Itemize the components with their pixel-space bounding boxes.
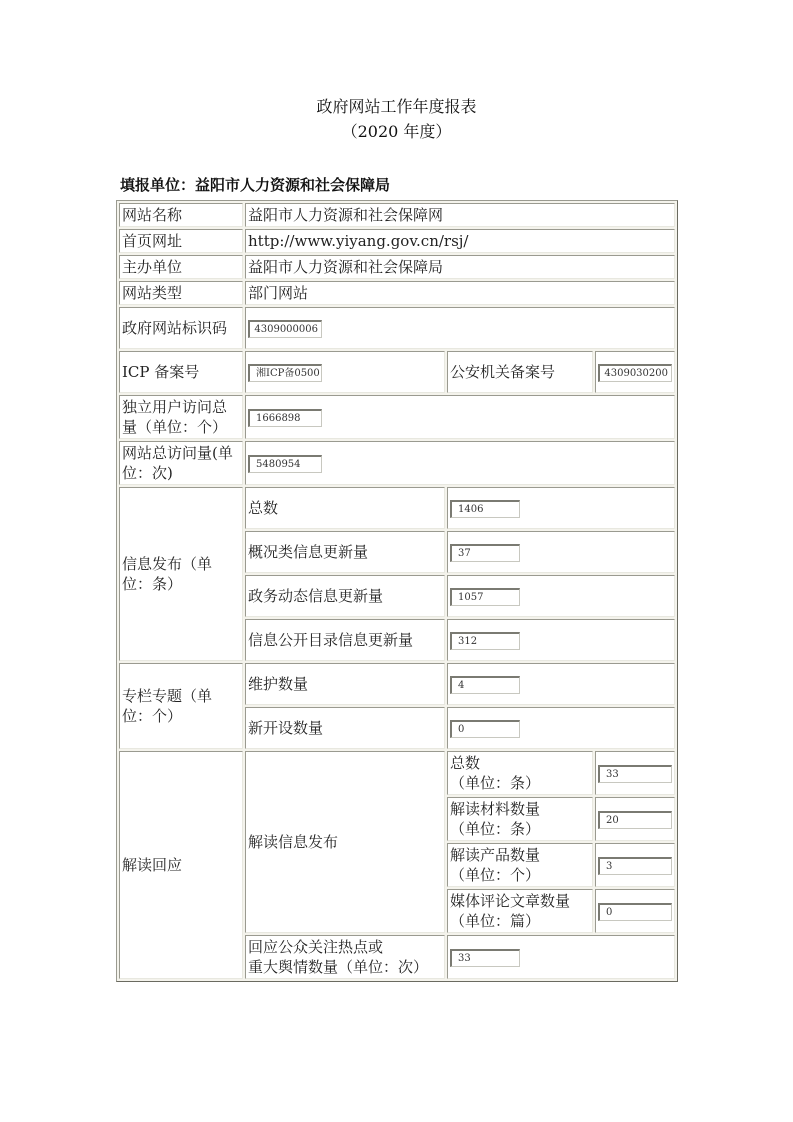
reporting-unit: 填报单位：益阳市人力资源和社会保障局 — [120, 176, 391, 194]
report-title: 政府网站工作年度报表 — [316, 97, 477, 116]
table-row — [119, 307, 675, 349]
interpretation-row-value-cell — [595, 797, 675, 841]
table-row — [119, 663, 675, 705]
police-record-label: 公安机关备案号 — [447, 351, 593, 393]
special-columns-row-label: 新开设数量 — [245, 707, 445, 749]
site-type-value: 部门网站 — [245, 281, 675, 305]
table-row — [119, 487, 675, 529]
interpretation-total-field[interactable]: 33 — [598, 765, 672, 783]
sponsor-value: 益阳市人力资源和社会保障局 — [245, 255, 675, 279]
interpretation-materials-field[interactable]: 20 — [598, 811, 672, 829]
police-record-field[interactable]: 4309030200 — [598, 364, 672, 382]
info-publishing-row-value-cell — [447, 619, 675, 661]
media-articles-field[interactable]: 0 — [598, 903, 672, 921]
table-row — [119, 229, 675, 253]
interpretation-row-label-cell — [447, 751, 593, 795]
interpretation-products-field[interactable]: 3 — [598, 857, 672, 875]
public-response-label-line2: 重大舆情数量（单位：次） — [248, 958, 429, 976]
total-visits-label: 网站总访问量(单位：次) — [119, 441, 243, 485]
report-year: （2020 年度） — [341, 122, 452, 141]
interpretation-row-label: 总数 — [450, 754, 481, 772]
public-response-label-cell — [245, 935, 445, 979]
unique-visitors-cell — [245, 395, 675, 439]
interpretation-row-label: 解读产品数量 — [450, 846, 541, 864]
special-columns-group-label: 专栏专题（单位：个） — [119, 663, 243, 749]
special-columns-row-label: 维护数量 — [245, 663, 445, 705]
table-row — [119, 751, 675, 795]
info-publishing-row-label: 概况类信息更新量 — [245, 531, 445, 573]
interpretation-row-value-cell — [595, 751, 675, 795]
info-publishing-row-label: 政务动态信息更新量 — [245, 575, 445, 617]
info-publishing-row-value-cell — [447, 487, 675, 529]
interpretation-row-unit: （单位：条） — [450, 820, 541, 838]
homepage-label: 首页网址 — [119, 229, 243, 253]
info-publishing-group-label: 信息发布（单位：条） — [119, 487, 243, 661]
interpretation-group-label: 解读回应 — [119, 751, 243, 979]
interpretation-row-label-cell — [447, 797, 593, 841]
table-row — [119, 281, 675, 305]
info-publishing-row-value-cell — [447, 575, 675, 617]
site-type-label: 网站类型 — [119, 281, 243, 305]
total-visits-field[interactable]: 5480954 — [248, 455, 322, 473]
interpretation-subgroup-label: 解读信息发布 — [245, 751, 445, 933]
special-columns-row-value-cell — [447, 707, 675, 749]
maintained-columns-field[interactable]: 4 — [450, 676, 520, 694]
interpretation-row-label: 解读材料数量 — [450, 800, 541, 818]
unique-visitors-label: 独立用户访问总量（单位：个） — [119, 395, 243, 439]
special-columns-row-value-cell — [447, 663, 675, 705]
disclosure-catalog-updates-field[interactable]: 312 — [450, 632, 520, 650]
table-row — [119, 255, 675, 279]
homepage-url[interactable]: http://www.yiyang.gov.cn/rsj/ — [245, 229, 675, 253]
gov-site-id-cell — [245, 307, 675, 349]
total-visits-cell — [245, 441, 675, 485]
icp-label: ICP 备案号 — [119, 351, 243, 393]
interpretation-row-label-cell — [447, 889, 593, 933]
new-columns-field[interactable]: 0 — [450, 720, 520, 738]
table-row — [119, 395, 675, 439]
report-table — [116, 200, 678, 982]
interpretation-row-value-cell — [595, 889, 675, 933]
info-publishing-row-label: 信息公开目录信息更新量 — [245, 619, 445, 661]
overview-updates-field[interactable]: 37 — [450, 544, 520, 562]
public-response-value-cell — [447, 935, 675, 979]
info-publishing-row-value-cell — [447, 531, 675, 573]
police-record-cell — [595, 351, 675, 393]
interpretation-row-label-cell — [447, 843, 593, 887]
gov-news-updates-field[interactable]: 1057 — [450, 588, 520, 606]
table-row — [119, 203, 675, 227]
table-row — [119, 441, 675, 485]
sponsor-label: 主办单位 — [119, 255, 243, 279]
interpretation-row-label: 媒体评论文章数量 — [450, 892, 571, 910]
interpretation-row-unit: （单位：个） — [450, 866, 541, 884]
interpretation-row-value-cell — [595, 843, 675, 887]
gov-site-id-field[interactable]: 4309000006 — [248, 320, 322, 338]
public-response-field[interactable]: 33 — [450, 949, 520, 967]
icp-cell — [245, 351, 445, 393]
table-row — [119, 351, 675, 393]
interpretation-row-unit: （单位：篇） — [450, 912, 541, 930]
info-publishing-row-label: 总数 — [245, 487, 445, 529]
site-name-label: 网站名称 — [119, 203, 243, 227]
unique-visitors-field[interactable]: 1666898 — [248, 409, 322, 427]
interpretation-row-unit: （单位：条） — [450, 774, 541, 792]
gov-site-id-label: 政府网站标识码 — [119, 307, 243, 349]
public-response-label-line1: 回应公众关注热点或 — [248, 938, 384, 956]
icp-field[interactable]: 湘ICP备0500 — [248, 364, 322, 382]
info-total-field[interactable]: 1406 — [450, 500, 520, 518]
site-name-value: 益阳市人力资源和社会保障网 — [245, 203, 675, 227]
